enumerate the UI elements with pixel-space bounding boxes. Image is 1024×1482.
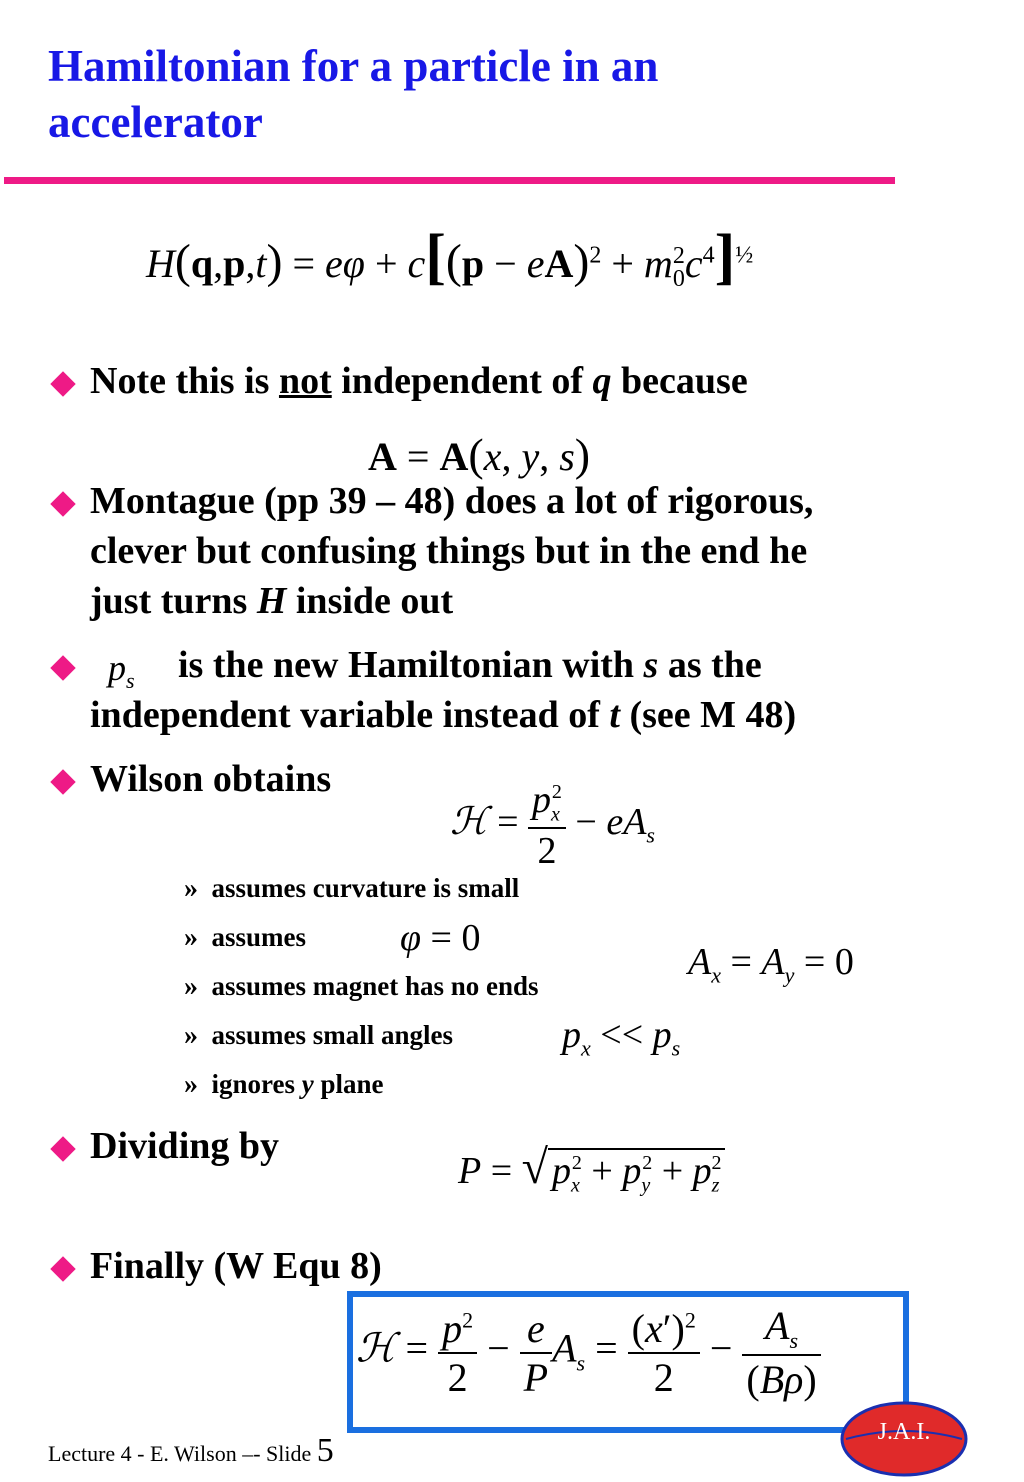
sub-item-3: » assumes magnet has no ends	[184, 971, 539, 1002]
bullet-5: Dividing by	[90, 1125, 280, 1167]
bullet-2-H: H	[256, 580, 287, 622]
bullet-2-line-3	[90, 576, 813, 626]
bullet-2-line-3-pre: just turns	[90, 580, 257, 622]
bullet-2	[90, 476, 813, 626]
equation-final: ℋ = $\frac{p^2}{2}$ − $\frac{e}{P}$ $A_s$ = $\frac{(x')^2}{2}$ − $\frac{A_s}{(B\rho)}$	[356, 1302, 821, 1403]
bullet-1-text-2: independent of	[331, 360, 593, 402]
bullet-3-line-2-post: (see M 48)	[619, 694, 797, 736]
equation-small-angles: $p_x << p_s$	[562, 1014, 681, 1061]
sub-item-1-text: assumes curvature is small	[211, 873, 520, 903]
footer	[48, 1432, 334, 1470]
bullet-diamond-3	[50, 655, 75, 680]
bullet-diamond-2	[50, 491, 75, 516]
bullet-6: Finally (W Equ 8)	[90, 1245, 382, 1287]
bullet-2-line-1: Montague (pp 39 – 48) does a lot of rigorous,	[90, 480, 814, 522]
equation-hamiltonian: $H(q,p,t) = e\varphi + c[(p - eA)^2 + m_0^2c^4]^{\frac{1}{2}}$	[146, 223, 754, 292]
bullet-3-line-2	[90, 690, 796, 740]
sub-item-1: » assumes curvature is small	[184, 873, 520, 904]
sub-item-2: » assumes	[184, 922, 307, 953]
bullet-diamond-1	[50, 371, 75, 396]
bullet-3-t: t	[609, 694, 620, 736]
sub-item-5-y: y	[301, 1069, 314, 1099]
sub-item-3-text: assumes magnet has no ends	[211, 971, 539, 1001]
bullet-diamond-4	[50, 769, 75, 794]
symbol-ps: $p_s$	[108, 648, 135, 694]
slide-number: 5	[316, 1432, 334, 1469]
equation-ax-ay-zero: $A_x = A_y = 0$	[688, 941, 854, 988]
bullet-3-line-2-pre: independent variable instead of	[90, 694, 610, 736]
bullet-2-line-2: clever but confusing things but in the end he	[90, 530, 808, 572]
bullet-1-not: not	[278, 360, 332, 402]
sub-item-2-text: assumes	[211, 922, 307, 952]
bullet-1-text-3: because	[611, 360, 748, 402]
bullet-3	[90, 640, 796, 740]
jai-logo	[840, 1393, 968, 1477]
bullet-4: Wilson obtains	[90, 758, 332, 800]
bullet-3-pre: is the new Hamiltonian with	[178, 644, 644, 686]
bullet-2-line-3-post: inside out	[286, 580, 454, 622]
equation-phi-zero: φ = 0	[400, 917, 481, 959]
title-line-1: Hamiltonian for a particle in an	[48, 41, 659, 91]
bullet-1-text: Note this is	[90, 360, 279, 402]
footer-text: Lecture 4 - E. Wilson –- Slide	[48, 1441, 312, 1466]
slide-title	[48, 38, 948, 150]
bullet-diamond-5	[50, 1136, 75, 1161]
equation-total-momentum: P = √ $p_x^2 + p_y^2 + p_z^2$	[458, 1140, 725, 1198]
sub-item-5-pre: ignores	[211, 1069, 302, 1099]
sub-item-4: » assumes small angles	[184, 1020, 454, 1051]
bullet-3-post: as the	[658, 644, 762, 686]
title-line-2: accelerator	[48, 97, 263, 147]
sub-item-5: » ignores y plane	[184, 1069, 384, 1100]
equation-vector-potential: A = A(x, y, s)	[368, 429, 591, 480]
bullet-3-s: s	[643, 644, 659, 686]
bullet-3-line-1	[90, 640, 796, 690]
bullet-1-q: q	[592, 360, 612, 402]
title-underline	[4, 177, 895, 184]
logo-text: J.A.I.	[877, 1419, 931, 1445]
bullet-diamond-6	[50, 1256, 75, 1281]
bullet-1	[90, 356, 748, 406]
sub-item-5-post: plane	[313, 1069, 384, 1099]
sub-item-4-text: assumes small angles	[211, 1020, 454, 1050]
equation-wilson-hamiltonian: ℋ = $\frac{p_x^2}{2}$ − $eA_s$	[450, 779, 655, 872]
